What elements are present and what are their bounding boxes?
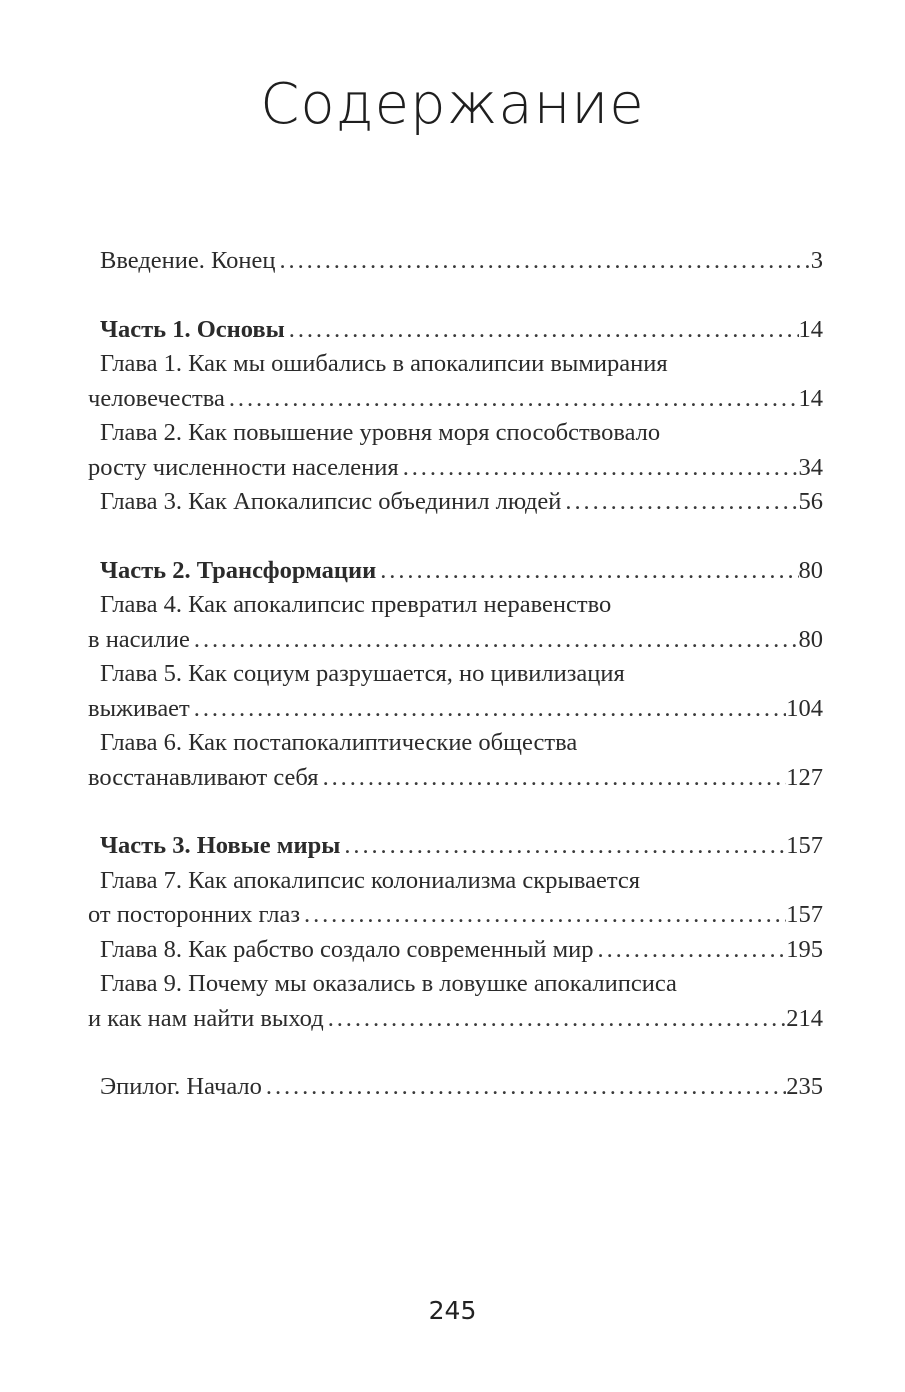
toc-entry-chapter-3[interactable] xyxy=(88,485,823,520)
toc-entry-page: 157 xyxy=(786,901,823,928)
toc-entry-chapter-4-line-1[interactable] xyxy=(88,588,823,623)
toc-entry-page: 80 xyxy=(798,625,823,653)
toc-entry-label: Глава 2. Как повышение уровня моря способствовало xyxy=(100,419,661,446)
dot-leader xyxy=(319,761,787,796)
toc-entry-page: 14 xyxy=(798,315,823,343)
dot-leader xyxy=(300,898,786,933)
dot-leader xyxy=(190,692,786,727)
toc-entry-page: 235 xyxy=(786,1073,823,1100)
toc-entry-chapter-6-line-2[interactable] xyxy=(88,761,823,796)
toc-entry-page: 56 xyxy=(798,488,823,515)
toc-entry-label: в насилие xyxy=(88,625,190,653)
dot-leader xyxy=(262,1070,786,1105)
dot-leader xyxy=(399,451,799,486)
toc-entry-label: Эпилог. Начало xyxy=(100,1073,262,1100)
toc-entry-part-3[interactable] xyxy=(88,829,823,864)
toc-entry-label: Глава 8. Как рабство создало современный мир xyxy=(100,935,594,963)
toc-entry-label: Часть 1. Основы xyxy=(100,315,285,343)
toc-entry-label: Часть 3. Новые миры xyxy=(100,832,341,859)
toc-entry-page: 195 xyxy=(786,935,823,963)
toc-entry-page: 104 xyxy=(786,694,823,722)
dot-leader xyxy=(594,933,787,968)
toc-entry-page: 3 xyxy=(810,247,823,274)
toc-entry-chapter-1-line-1[interactable] xyxy=(88,347,823,382)
toc-entry-epilogue[interactable] xyxy=(88,1070,823,1105)
toc-entry-chapter-7-line-2[interactable] xyxy=(88,898,823,933)
page-title: Содержание xyxy=(260,72,645,137)
toc-entry-page: 80 xyxy=(798,556,823,584)
dot-leader xyxy=(340,829,786,864)
dot-leader xyxy=(225,382,799,417)
dot-leader xyxy=(324,1002,787,1037)
toc-entry-label: Введение. Конец xyxy=(100,247,276,274)
toc-entry-label: Глава 4. Как апокалипсис превратил неравенство xyxy=(100,591,612,618)
toc-entry-part-2[interactable] xyxy=(88,554,823,589)
toc-entry-label: от посторонних глаз xyxy=(88,901,301,928)
toc-entry-chapter-2-line-2[interactable] xyxy=(88,451,823,486)
toc-entry-label: и как нам найти выход xyxy=(88,1004,324,1032)
dot-leader xyxy=(376,554,798,589)
table-of-contents xyxy=(88,244,823,1105)
toc-entry-label: восстанавливают себя xyxy=(88,763,319,791)
toc-entry-chapter-1-line-2[interactable] xyxy=(88,382,823,417)
dot-leader xyxy=(190,623,799,658)
toc-entry-chapter-5-line-1[interactable] xyxy=(88,657,823,692)
toc-entry-part-1[interactable] xyxy=(88,313,823,348)
toc-entry-label: Часть 2. Трансформации xyxy=(100,556,377,584)
toc-entry-page: 127 xyxy=(786,763,823,791)
toc-entry-page: 214 xyxy=(786,1004,823,1032)
toc-entry-page: 157 xyxy=(786,832,823,859)
toc-entry-chapter-6-line-1[interactable] xyxy=(88,726,823,761)
toc-entry-label: Глава 3. Как Апокалипсис объединил людей xyxy=(100,488,562,515)
toc-entry-chapter-7-line-1[interactable] xyxy=(88,864,823,899)
toc-entry-chapter-9-line-2[interactable] xyxy=(88,1002,823,1037)
toc-entry-page: 34 xyxy=(798,453,823,481)
toc-entry-label: человечества xyxy=(88,384,225,412)
dot-leader xyxy=(275,244,810,279)
toc-entry-label: Глава 1. Как мы ошибались в апокалипсии вымирания xyxy=(100,350,668,377)
toc-entry-page: 14 xyxy=(798,384,823,412)
toc-entry-chapter-4-line-2[interactable] xyxy=(88,623,823,658)
toc-entry-chapter-9-line-1[interactable] xyxy=(88,967,823,1002)
toc-entry-label: выживает xyxy=(88,694,190,722)
toc-entry-label: росту численности населения xyxy=(88,453,399,481)
toc-entry-label: Глава 6. Как постапокалиптические общества xyxy=(100,729,578,756)
toc-entry-label: Глава 5. Как социум разрушается, но цивилизация xyxy=(100,660,625,687)
dot-leader xyxy=(561,485,798,520)
toc-entry-intro[interactable] xyxy=(88,244,823,279)
dot-leader xyxy=(285,313,799,348)
toc-entry-chapter-8[interactable] xyxy=(88,933,823,968)
toc-entry-label: Глава 7. Как апокалипсис колониализма скрывается xyxy=(100,866,641,894)
toc-entry-chapter-5-line-2[interactable] xyxy=(88,692,823,727)
toc-entry-chapter-2-line-1[interactable] xyxy=(88,416,823,451)
page-number: 245 xyxy=(428,1296,477,1325)
toc-entry-label: Глава 9. Почему мы оказались в ловушке апокалипсиса xyxy=(100,970,677,997)
